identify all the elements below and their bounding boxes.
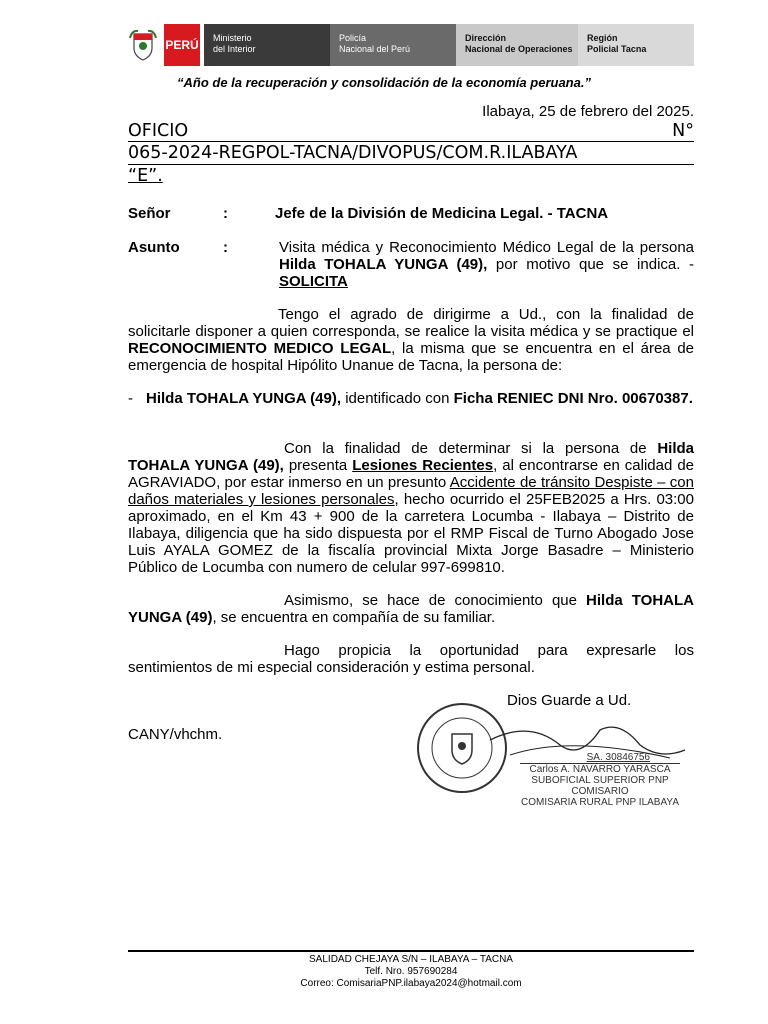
asunto-label: Asunto [128,239,180,256]
region-line2: Policial Tacna [587,44,647,54]
signature-office: COMISARIA RURAL PNP ILABAYA [520,797,679,808]
senor-value: Jefe de la División de Medicina Legal. - TACNA [275,205,609,222]
footer-phone: Telf. Nro. 957690284 [364,966,458,977]
paragraph-1 [128,306,694,374]
paragraph-2 [128,440,694,576]
header-direccion [456,24,578,66]
item-person [146,390,694,407]
direccion-line2: Nacional de Operaciones [465,44,573,54]
footer-address: SALIDAD CHEJAYA S/N – ILABAYA – TACNA [309,954,513,965]
p2-accidente: Accidente de tránsito Despiste – con daños materiales y lesiones personales [128,474,694,508]
year-motto: “Año de la recuperación y consolidación de la economía peruana.” [177,75,591,90]
ministerio-line1: Ministerio [213,33,252,43]
footer [128,950,694,990]
senor-label: Señor [128,205,171,222]
p2-t4: , hecho ocurrido el 25FEB2025 a Hrs. 03:00 aproximado, en el Km 43 + 900 de la carretera Locumba - Ilabaya – Distrito de Ilabaya, diligencia que ha sido dispuesta por el RMP Fiscal de Turno Abogado Jose Luis AYALA GOMEZ de la fiscalía provincial Mixta Jorge Basadre – Ministerio Público de Locumba con numero de celular 997-699810. [128,491,694,576]
p1-bold: RECONOCIMIENTO MEDICO LEGAL [128,340,392,357]
asunto-colon: : [223,239,228,256]
p1-t1: Tengo el agrado de dirigirme a Ud., con la finalidad de solicitarle disponer a quien corresponda, se realice la visita médica y se practique el [128,306,694,340]
signature-block [520,752,680,808]
policia-line1: Policía [339,33,367,43]
letterhead [126,24,694,66]
asunto-t1: Visita médica y Reconocimiento Médico Legal de la persona [279,239,694,256]
item-name: Hilda TOHALA YUNGA (49), [146,390,342,407]
peru-logo [126,24,204,66]
item-t1: identificado con [341,390,454,407]
p2-t3: , al encontrarse en calidad de AGRAVIADO, por estar inmerso en un presunto [128,457,695,491]
p2-name: Hilda TOHALA YUNGA (49), [128,440,694,474]
oficio-title [128,121,694,187]
policia-line2: Nacional del Perú [339,44,411,54]
signature-sa: SA. 30846756 [586,752,650,763]
senor-colon: : [223,205,228,222]
paragraph-3 [128,592,694,626]
signature-name: Carlos A. NAVARRO YARASCA [520,763,680,775]
signature-role: COMISARIO [571,786,629,797]
p3-t1: Asimismo, se hace de conocimiento que [284,592,587,609]
region-line1: Región [587,33,618,43]
p2-lesiones: Lesiones Recientes [352,457,494,474]
p1-t2: , la misma que se encuentra en el área de emergencia de hospital Hipólito Unanue de Tacna, la persona de: [128,340,695,374]
item-ficha: Ficha RENIEC DNI Nro. 00670387. [453,390,693,407]
p3-t2: , se encuentra en compañía de su familiar. [212,609,496,626]
header-region [578,24,694,66]
item-dash: - [128,390,133,407]
header-ministerio [204,24,330,66]
document-date: Ilabaya, 25 de febrero del 2025. [482,103,694,120]
header-policia [330,24,456,66]
p2-t1: Con la finalidad de determinar si la persona de [284,440,658,457]
asunto-solicita: SOLICITA [279,273,348,290]
paragraph-4: Hago propicia la oportunidad para expresarle los sentimientos de mi especial consideración y estima personal. [128,642,694,676]
p3-name: Hilda TOHALA YUNGA (49) [128,592,695,626]
asunto-t2: por motivo que se indica. - [487,256,694,273]
p2-t2: presenta [283,457,353,474]
oficio-code: 065-2024-REGPOL-TACNA/DIVOPUS/COM.R.ILABAYA [128,142,694,165]
peru-label: PERÚ [164,24,200,66]
oficio-letter: “E”. [128,166,163,186]
oficio-number-sign: N° [672,121,694,141]
asunto-name: Hilda TOHALA YUNGA (49), [279,256,488,273]
closing: Dios Guarde a Ud. [507,692,632,709]
signature-rank: SUBOFICIAL SUPERIOR PNP [531,775,669,786]
oficio-word: OFICIO [128,121,189,141]
police-stamp-icon [418,704,506,792]
ministerio-line2: del Interior [213,44,256,54]
coat-of-arms-icon [128,28,158,62]
initials: CANY/vhchm. [128,726,223,743]
footer-email: Correo: ComisariaPNP.ilabaya2024@hotmail.com [300,978,522,989]
direccion-line1: Dirección [465,33,507,43]
signature-scribble [490,727,685,754]
asunto-text [279,239,694,290]
